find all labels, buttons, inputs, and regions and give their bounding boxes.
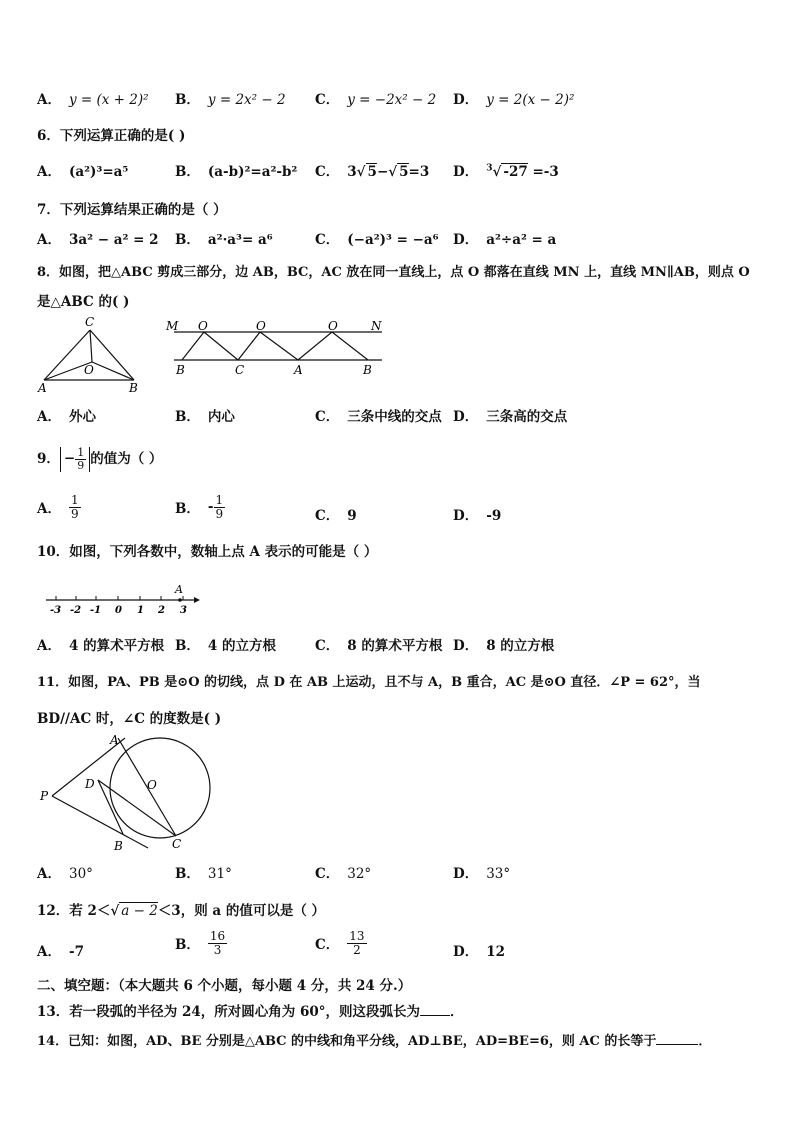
q10-tick-neg3: -3 <box>50 605 62 616</box>
q11-options <box>37 862 757 884</box>
q8-options <box>37 405 757 427</box>
q8-fig1-label-c: C <box>85 315 95 329</box>
q8-fig2-label-b2: B <box>363 363 372 377</box>
q10-option-d: D． 8 的立方根 <box>453 638 555 654</box>
q8-fig2-label-c: C <box>235 363 245 377</box>
q12-option-d: D． 12 <box>453 944 506 960</box>
q8-stem-line1: 8．如图，把△ABC 剪成三部分，边 AB，BC，AC 放在同一直线上，点 O 都落在直线 MN 上，直线 MN∥AB，则点 O <box>37 265 750 280</box>
q12-option-b: B． $\frac{16}{3}$ <box>175 929 226 957</box>
q8-fig1-label-o: O <box>84 363 94 377</box>
q5-option-c: C． y = −2x² − 2 <box>315 92 437 108</box>
q6-option-a: A． (a²)³=a⁵ <box>37 164 129 180</box>
q8-fig1-label-a: A <box>38 381 47 395</box>
q10-tick-3: 3 <box>180 605 187 616</box>
q5-option-b: B． y = 2x² − 2 <box>175 92 286 108</box>
q10-option-b: B． 4 的立方根 <box>175 638 277 654</box>
q10-tick-0: 0 <box>115 605 122 616</box>
q12-option-c: C． $\frac{13}{2}$ <box>315 929 365 957</box>
q11-option-a: A． 30° <box>37 866 93 882</box>
q8-option-b: B． 内心 <box>175 409 235 425</box>
q8-fig2-label-o3: O <box>328 319 338 333</box>
q10-tick-neg2: -2 <box>70 605 82 616</box>
q7-option-d: D． a²÷a² = a <box>453 232 557 248</box>
q9-option-b: B． - $\frac{1}{9}$ <box>175 493 224 521</box>
q7-option-b: B． a²·a³= a⁶ <box>175 232 273 248</box>
q11-option-d: D． 33° <box>453 866 511 882</box>
q11-option-b: B． 31° <box>175 866 232 882</box>
q5-option-a: A． y = (x + 2)² <box>37 92 149 108</box>
q7-option-a: A． 3a² − a² = 2 <box>37 232 159 248</box>
q7-option-c: C． (−a²)³ = −a⁶ <box>315 232 439 248</box>
q8-option-d: D． 三条高的交点 <box>453 409 568 425</box>
q7-options <box>37 228 757 250</box>
q13-answer-blank[interactable] <box>420 1015 450 1016</box>
q8-option-a: A． 外心 <box>37 409 96 425</box>
q9-option-c: C． 9 <box>315 508 357 524</box>
q6-stem: 6．下列运算正确的是( ) <box>37 128 186 144</box>
q8-fig2-label-a: A <box>294 363 303 377</box>
q5-option-d: D． y = 2(x − 2)² <box>453 92 575 108</box>
q10-options <box>37 634 757 656</box>
q8-fig2-label-o1: O <box>198 319 208 333</box>
q8-fig2-label-b1: B <box>176 363 185 377</box>
q5-options <box>37 88 757 110</box>
q10-option-a: A． 4 的算术平方根 <box>37 638 165 654</box>
q14-answer-blank[interactable] <box>656 1044 698 1045</box>
q9-stem: 9． − $\frac{1}{9}$ 的值为（ ） <box>37 446 163 472</box>
section-fill-in-title: 二、填空题：（本大题共 6 个小题，每小题 4 分，共 24 分.） <box>37 978 412 994</box>
q14-stem: 14．已知：如图，AD、BE 分别是△ABC 的中线和角平分线，AD⊥BE，AD=BE=6，则 AC 的长等于 ． <box>37 1034 712 1049</box>
q10-tick-2: 2 <box>158 605 165 616</box>
q10-tick-1: 1 <box>137 605 144 616</box>
q8-stem-line2: 是△ABC 的( ) <box>37 294 130 310</box>
q11-label-b: B <box>114 839 123 853</box>
q6-options <box>37 160 757 182</box>
q8-figure-triangle <box>30 312 150 396</box>
q6-option-c: C． 3√ 5−√ 5=3 <box>315 164 430 180</box>
q11-label-o: O <box>147 778 157 792</box>
q9-options <box>37 494 757 530</box>
q10-stem: 10．如图，下列各数中，数轴上点 A 表示的可能是（ ） <box>37 544 378 560</box>
q8-fig2-label-n: N <box>371 319 382 333</box>
q7-stem: 7．下列运算结果正确的是（ ） <box>37 202 227 218</box>
q12-option-a: A． -7 <box>37 944 84 960</box>
q11-figure-circle <box>30 730 230 856</box>
q11-option-c: C． 32° <box>315 866 372 882</box>
q8-fig2-label-m: M <box>166 319 179 333</box>
q8-fig1-label-b: B <box>129 381 138 395</box>
q11-label-a: A <box>110 733 119 747</box>
q10-tick-neg1: -1 <box>90 605 102 616</box>
q8-option-c: C． 三条中线的交点 <box>315 409 442 425</box>
q10-number-line <box>44 580 200 618</box>
q11-label-d: D <box>85 777 95 791</box>
q11-label-c: C <box>172 837 182 851</box>
q8-figure-unfolded <box>160 312 396 382</box>
q10-option-c: C． 8 的算术平方根 <box>315 638 443 654</box>
q12-options <box>37 930 757 968</box>
q6-option-b: B． (a-b)²=a²-b² <box>175 164 298 180</box>
q8-fig2-label-o2: O <box>256 319 266 333</box>
q13-stem: 13．若一段弧的半径为 24，所对圆心角为 60°，则这段弧长为 ． <box>37 1004 464 1020</box>
q11-stem-line1: 11．如图，PA、PB 是⊙O 的切线，点 D 在 AB 上运动，且不与 A，B 重合，AC 是⊙O 直径．∠P = 62°，当 <box>37 675 701 690</box>
q9-option-a: A． $\frac{1}{9}$ <box>37 493 79 521</box>
q10-point-a <box>178 598 182 602</box>
q10-point-label: A <box>175 583 183 596</box>
q11-stem-line2: BD//AC 时，∠C 的度数是( ) <box>37 711 222 727</box>
q9-option-d: D． -9 <box>453 508 502 524</box>
q12-stem: 12．若 2＜√ a − 2＜3，则 a 的值可以是（ ） <box>37 903 326 919</box>
q11-label-p: P <box>40 789 49 803</box>
q6-option-d: D． $^3$√ -27 =-3 <box>453 163 559 180</box>
